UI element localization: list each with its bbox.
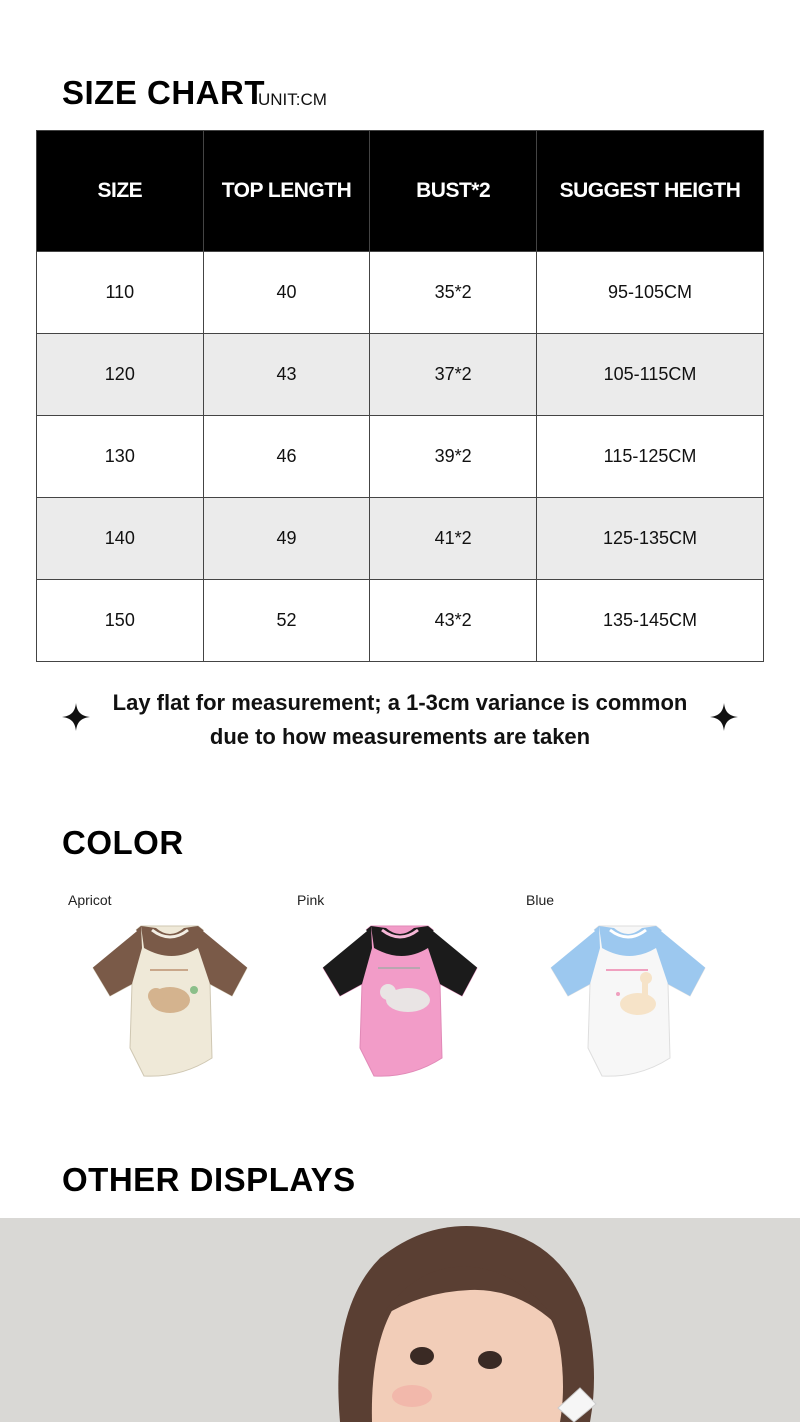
measurement-note-line2: due to how measurements are taken bbox=[209, 724, 591, 749]
apricot-tshirt-image[interactable] bbox=[86, 918, 256, 1088]
size-chart-title: SIZE CHART bbox=[62, 74, 265, 111]
cell-bust: 39*2 bbox=[370, 416, 537, 498]
cell-size: 110 bbox=[37, 252, 204, 334]
cell-size: 150 bbox=[37, 580, 204, 662]
cell-size: 130 bbox=[37, 416, 204, 498]
cell-suggest-height: 125-135CM bbox=[537, 498, 764, 580]
model-photo bbox=[0, 1218, 800, 1422]
table-row bbox=[37, 252, 764, 334]
header-size: SIZE bbox=[37, 131, 204, 252]
cell-bust: 37*2 bbox=[370, 334, 537, 416]
cell-top-length: 46 bbox=[203, 416, 370, 498]
unit-label: UNIT:CM bbox=[258, 90, 327, 109]
measurement-note-line1: Lay flat for measurement; a 1-3cm variance is common bbox=[112, 690, 688, 715]
cell-bust: 41*2 bbox=[370, 498, 537, 580]
color-section-title: COLOR bbox=[62, 824, 184, 861]
table-row bbox=[37, 334, 764, 416]
cell-bust: 43*2 bbox=[370, 580, 537, 662]
cell-top-length: 43 bbox=[203, 334, 370, 416]
cell-size: 140 bbox=[37, 498, 204, 580]
variant-label-blue: Blue bbox=[526, 892, 555, 908]
cell-size: 120 bbox=[37, 334, 204, 416]
header-suggest-height: SUGGEST HEIGTH bbox=[537, 131, 764, 252]
cell-top-length: 52 bbox=[203, 580, 370, 662]
cell-suggest-height: 95-105CM bbox=[537, 252, 764, 334]
table-row bbox=[37, 580, 764, 662]
size-chart-table bbox=[36, 130, 764, 662]
table-row bbox=[37, 416, 764, 498]
cell-top-length: 40 bbox=[203, 252, 370, 334]
sparkle-icon bbox=[710, 703, 738, 731]
pink-tshirt-image[interactable] bbox=[316, 918, 486, 1088]
blue-tshirt-image[interactable] bbox=[544, 918, 714, 1088]
variant-label-apricot: Apricot bbox=[68, 892, 112, 908]
variant-label-pink: Pink bbox=[297, 892, 325, 908]
header-bust: BUST*2 bbox=[370, 131, 537, 252]
header-top-length: TOP LENGTH bbox=[203, 131, 370, 252]
table-row bbox=[37, 498, 764, 580]
cell-bust: 35*2 bbox=[370, 252, 537, 334]
cell-top-length: 49 bbox=[203, 498, 370, 580]
table-header-row bbox=[37, 131, 764, 252]
cell-suggest-height: 135-145CM bbox=[537, 580, 764, 662]
other-displays-title: OTHER DISPLAYS bbox=[62, 1161, 356, 1198]
cell-suggest-height: 115-125CM bbox=[537, 416, 764, 498]
measurement-note bbox=[96, 686, 704, 754]
sparkle-icon bbox=[62, 703, 90, 731]
cell-suggest-height: 105-115CM bbox=[537, 334, 764, 416]
